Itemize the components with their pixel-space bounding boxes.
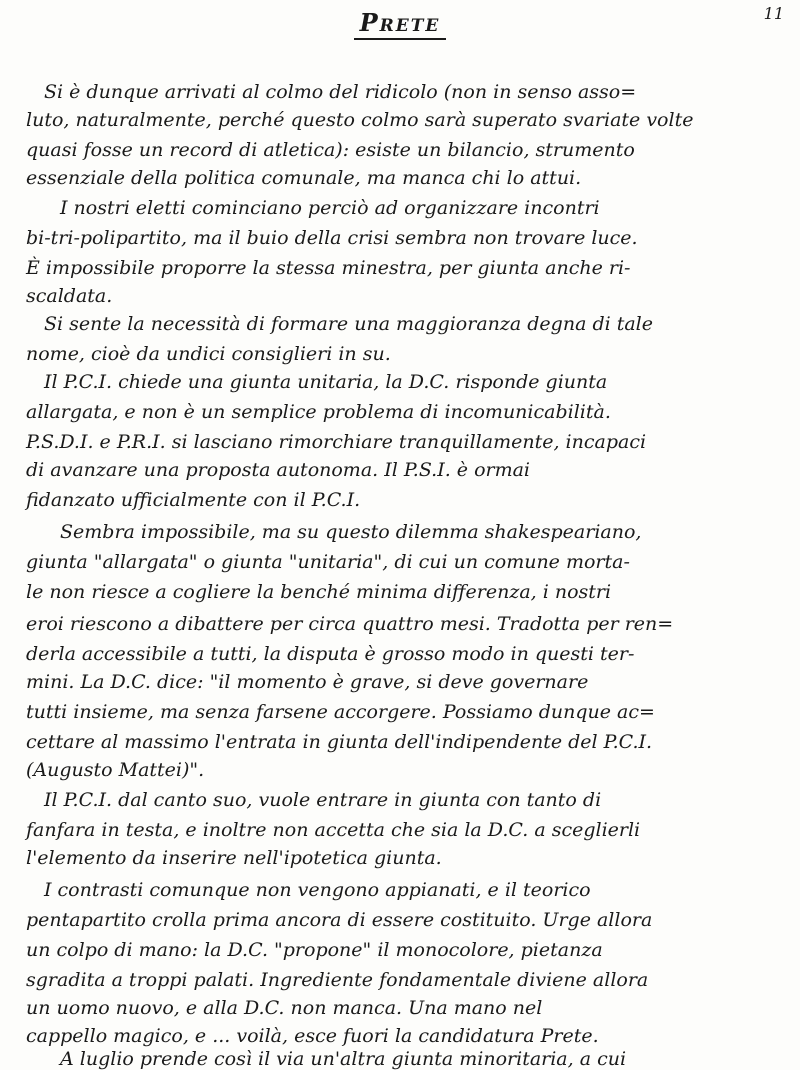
- text-line: È impossibile proporre la stessa minestra, per giunta anche ri-: [26, 257, 631, 279]
- text-line: pentapartito crolla prima ancora di essere costituito. Urge allora: [26, 909, 653, 931]
- text-line: Il P.C.I. dal canto suo, vuole entrare in giunta con tanto di: [44, 789, 602, 811]
- text-line: mini. La D.C. dice: "il momento è grave, si deve governare: [26, 671, 589, 693]
- text-line: di avanzare una proposta autonoma. Il P.S.I. è ormai: [26, 459, 531, 481]
- page-number: 11: [763, 4, 784, 23]
- text-line: fidanzato ufficialmente con il P.C.I.: [26, 489, 361, 511]
- text-line: le non riesce a cogliere la benché minima differenza, i nostri: [26, 581, 612, 603]
- text-line: derla accessibile a tutti, la disputa è grosso modo in questi ter-: [26, 643, 635, 665]
- text-line: eroi riescono a dibattere per circa quattro mesi. Tradotta per ren=: [26, 613, 674, 635]
- text-line: I nostri eletti cominciano perciò ad organizzare incontri: [60, 197, 600, 219]
- text-line: bi-tri-polipartito, ma il buio della crisi sembra non trovare luce.: [26, 227, 638, 249]
- text-line: I contrasti comunque non vengono appianati, e il teorico: [44, 879, 591, 901]
- text-line: nome, cioè da undici consiglieri in su.: [26, 343, 391, 365]
- text-line: cappello magico, e ... voilà, esce fuori la candidatura Prete.: [26, 1025, 599, 1047]
- text-line: scaldata.: [26, 285, 113, 307]
- text-line: essenziale della politica comunale, ma manca chi lo attui.: [26, 167, 582, 189]
- text-line: A luglio prende così il via un'altra giunta minoritaria, a cui: [60, 1048, 627, 1070]
- text-line: tutti insieme, ma senza farsene accorgere. Possiamo dunque ac=: [26, 701, 655, 723]
- text-line: Sembra impossibile, ma su questo dilemma shakespeariano,: [60, 521, 642, 543]
- text-line: luto, naturalmente, perché questo colmo sarà superato svariate volte: [26, 109, 694, 131]
- text-line: (Augusto Mattei)".: [26, 759, 205, 781]
- text-line: un uomo nuovo, e alla D.C. non manca. Una mano nel: [26, 997, 543, 1019]
- text-line: Si sente la necessità di formare una maggioranza degna di tale: [44, 313, 654, 335]
- text-line: Si è dunque arrivati al colmo del ridicolo (non in senso asso=: [44, 81, 637, 103]
- text-line: P.S.D.I. e P.R.I. si lasciano rimorchiare tranquillamente, incapaci: [26, 431, 647, 453]
- text-line: quasi fosse un record di atletica): esiste un bilancio, strumento: [26, 139, 635, 161]
- text-line: giunta "allargata" o giunta "unitaria", di cui un comune morta-: [26, 551, 630, 573]
- text-line: fanfara in testa, e inoltre non accetta che sia la D.C. a sceglierli: [26, 819, 641, 841]
- text-line: l'elemento da inserire nell'ipotetica giunta.: [26, 847, 442, 869]
- text-line: Il P.C.I. chiede una giunta unitaria, la D.C. risponde giunta: [44, 371, 608, 393]
- text-line: sgradita a troppi palati. Ingrediente fondamentale diviene allora: [26, 969, 649, 991]
- text-line: un colpo di mano: la D.C. "propone" il monocolore, pietanza: [26, 939, 603, 961]
- text-line: allargata, e non è un semplice problema di incomunicabilità.: [26, 401, 611, 423]
- text-line: cettare al massimo l'entrata in giunta dell'indipendente del P.C.I.: [26, 731, 653, 753]
- page-title: [0, 8, 800, 37]
- page-title-text: Prete: [354, 8, 447, 40]
